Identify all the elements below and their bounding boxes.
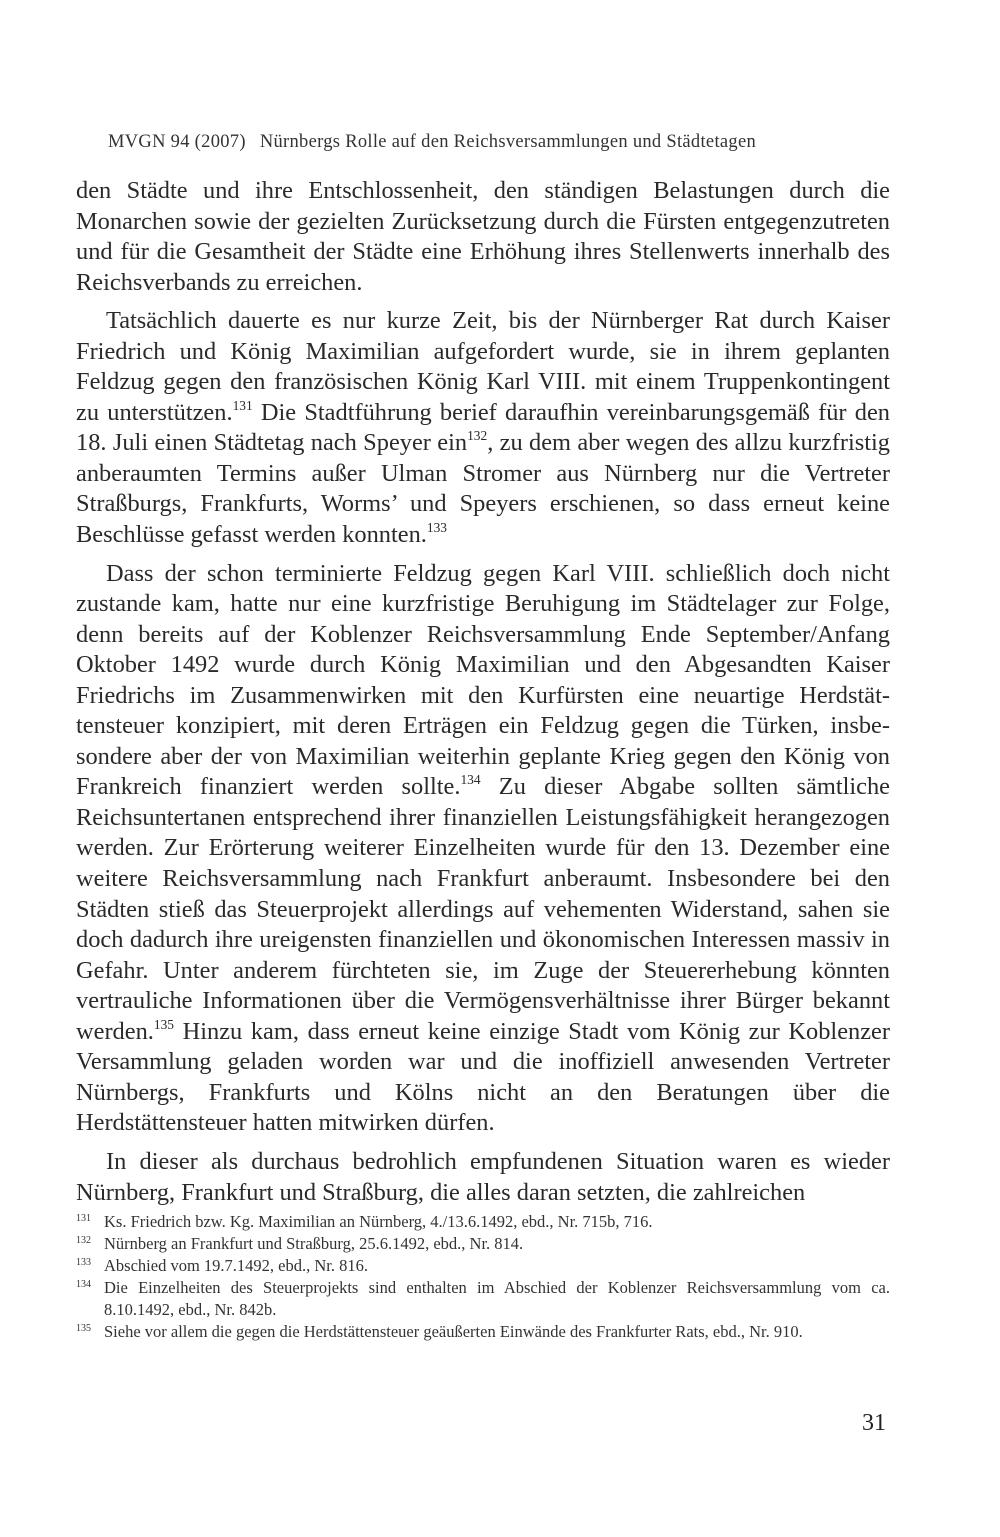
- footnote-number: 134: [76, 1279, 91, 1290]
- text-run: Tatsächlich dauerte es nur kurze Zeit, bis der Nürnberger Rat durch Kaiser Friedrich und König Maximilian aufgefordert wurde, sie in ihrem geplanten Feldzug gegen den französischen König Karl VIII. mit einem Truppenkontingent zu unterstützen.: [76, 307, 890, 426]
- page-content: [76, 128, 890, 1216]
- text-run: Die Stadtführung berief daraufhin vereinbarungsgemäß für den 18. Juli einen Städtetag nach Speyer ein: [76, 398, 891, 457]
- footnotes: [76, 1211, 890, 1343]
- text-run: Dass der schon terminierte Feldzug gegen Karl VIII. schließlich doch nicht zustande kam, hatte nur eine kurzfristige Beruhigung im Städtelager zur Folge, denn bereits auf der Koblenzer Reichsversammlung Ende September/Anfang Oktober 1492 wurde durch König Maximilian und den Abgesandten Kaiser Friedrichs im Zusammenwirken mit den Kurfürsten eine neuartige Herdstättensteuer konzipiert, mit deren Erträgen ein Feldzug gegen die Türken, insbesondere aber der von Maximilian weiterhin geplante Krieg gegen den König von Frankreich finanziert werden sollte.: [76, 559, 890, 801]
- footnote-text: Nürnberg an Frankfurt und Straßburg, 25.6.1492, ebd., Nr. 814.: [104, 1234, 524, 1253]
- paragraph: [76, 176, 890, 298]
- page-number: 31: [862, 1410, 886, 1436]
- footnote-text: Ks. Friedrich bzw. Kg. Maximilian an Nürnberg, 4./13.6.1492, ebd., Nr. 715b, 716.: [104, 1212, 653, 1231]
- footnote-ref-134: 134: [460, 772, 481, 788]
- footnote-ref-133: 133: [426, 519, 447, 535]
- running-title: Nürnbergs Rolle auf den Reichsversammlungen und Städtetagen: [259, 132, 757, 152]
- footnote-number: 132: [76, 1235, 91, 1246]
- footnote: [76, 1211, 890, 1233]
- footnote-text: Die Einzelheiten des Steuerprojekts sind enthalten im Abschied der Koblenzer Reichsversammlung vom ca. 8.10.1492, ebd., Nr. 842b.: [104, 1278, 890, 1319]
- footnote: [76, 1233, 890, 1255]
- footnote-ref-135: 135: [153, 1016, 174, 1032]
- footnote-text: Siehe vor allem die gegen die Herdstättensteuer geäußerten Einwände des Frankfurter Rats, ebd., Nr. 910.: [104, 1322, 803, 1341]
- text-run: , zu dem aber wegen des allzu kurzfristig anberaumten Termins außer Ulman Stromer aus Nürnberg nur die Vertreter Straßburgs, Frankfurts, Worms’ und Speyers erschienen, so dass erneut keine Beschlüsse gefasst werden konnten.: [76, 429, 890, 549]
- text-run: den Städte und ihre Entschlossenheit, den ständigen Belastungen durch die Monarchen sowie der gezielten Zurücksetzung durch die Fürsten entgegenzutreten und für die Gesamtheit der Städte eine Erhöhung ihres Stellenwerts innerhalb des Reichsverbands zu erreichen.: [76, 177, 890, 296]
- footnote: [76, 1321, 890, 1343]
- footnote-text: Abschied vom 19.7.1492, ebd., Nr. 816.: [104, 1256, 368, 1275]
- journal-reference: MVGN 94 (2007): [108, 132, 246, 152]
- footnote-number: 135: [76, 1323, 91, 1334]
- footnote: [76, 1255, 890, 1277]
- footnote-number: 131: [76, 1213, 91, 1224]
- text-run: Hinzu kam, dass erneut keine einzige Stadt vom König zur Koblenzer Versammlung geladen worden war und die inoffiziell anwesenden Vertreter Nürnbergs, Frankfurts und Kölns nicht an den Beratungen über die Herdstättensteuer hatten mitwirken dürfen.: [76, 1017, 890, 1137]
- text-run: In dieser als durchaus bedrohlich empfundenen Situation waren es wieder Nürnberg, Frankfurt und Straßburg, die alles daran setzten, die zahlreichen: [76, 1147, 890, 1206]
- paragraph: [76, 559, 890, 1139]
- footnote: [76, 1277, 890, 1321]
- paragraph: [76, 306, 890, 550]
- paragraph: [76, 1147, 890, 1208]
- footnote-ref-131: 131: [232, 397, 253, 413]
- body-text: [76, 176, 890, 1208]
- text-run: Zu dieser Abgabe sollten sämtliche Reichsuntertanen entsprechend ihrer finanziellen Leistungsfähigkeit herangezogen werden. Zur Erörterung weiterer Einzelheiten wurde für den 13. Dezember eine weitere Reichsversammlung nach Frankfurt anberaumt. Insbesondere bei den Städten stieß das Steuerprojekt allerdings auf vehementen Widerstand, sahen sie doch dadurch ihre ureigensten finanziellen und ökonomischen Interessen massiv in Gefahr. Unter anderem fürchteten sie, im Zuge der Steuererhebung könnten vertrauliche Informationen über die Vermögensverhältnisse ihrer Bürger bekannt werden.: [76, 773, 890, 1045]
- footnote-ref-132: 132: [467, 428, 488, 444]
- footnote-number: 133: [76, 1257, 91, 1268]
- running-header: [108, 128, 890, 156]
